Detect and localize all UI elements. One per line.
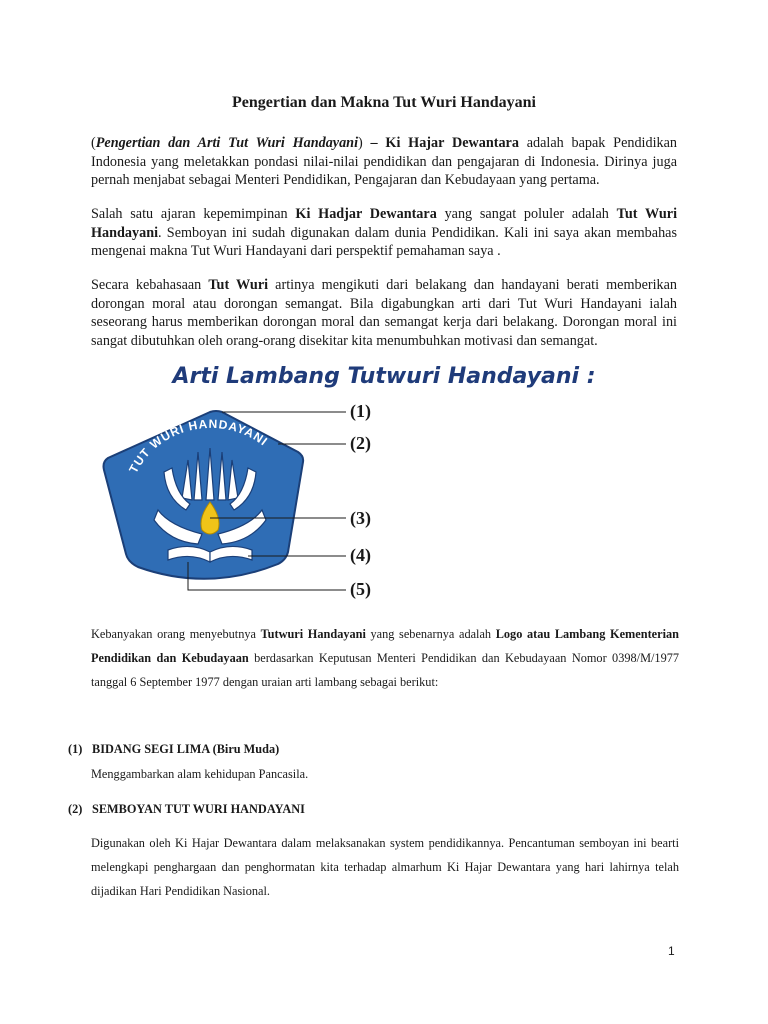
- list-description-1: Menggambarkan alam kehidupan Pancasila.: [91, 767, 309, 781]
- paragraph-logo-intro: Kebanyakan orang menyebutnya Tutwuri Handayani yang sebenarnya adalah Logo atau Lambang Kementerian Pendidikan dan Kebudayaan berdasarkan Keputusan Menteri Pendidikan dan Kebudayaan Nomor 0398/M/1977 tanggal 6 September 1977 dengan uraian arti lambang sebagai berikut:: [91, 627, 680, 689]
- page-title: Pengertian dan Makna Tut Wuri Handayani: [232, 94, 536, 111]
- callout-4: (4): [350, 545, 371, 565]
- callout-2: (2): [350, 433, 371, 453]
- paragraph-intro: (Pengertian dan Arti Tut Wuri Handayani) – Ki Hajar Dewantara adalah bapak Pendidikan Indonesia yang meletakkan pondasi nilai-nilai pendidikan dan pengajaran di Indonesia. Dirinya juga pernah menjabat sebagai Menteri Pendidikan, Pengajaran dan Kebudayaan yang pertama.: [91, 135, 678, 188]
- list-heading-1: (1) BIDANG SEGI LIMA (Biru Muda): [68, 742, 280, 756]
- tut-wuri-handayani-logo: [98, 402, 398, 602]
- callout-1: (1): [350, 401, 371, 421]
- list-heading-2: (2) SEMBOYAN TUT WURI HANDAYANI: [68, 802, 305, 816]
- callout-3: (3): [350, 508, 371, 528]
- section-heading: Arti Lambang Tutwuri Handayani :: [172, 364, 596, 389]
- paragraph-meaning: Secara kebahasaan Tut Wuri artinya mengikuti dari belakang dan handayani berati memberikan dorongan moral atau dorongan semangat. Bila digabungkan arti dari Tut Wuri Handayani ialah seseorang harus memberikan dorongan moral dan semangat kerja dari belakang. Dorongan moral ini sangat dibutuhkan oleh orang-orang disekitar kita menumbuhkan motivasi dan semangat.: [91, 277, 678, 349]
- paragraph-leadership: Salah satu ajaran kepemimpinan Ki Hadjar Dewantara yang sangat poluler adalah Tut Wuri Handayani. Semboyan ini sudah digunakan dalam dunia Pendidikan. Kali ini saya akan membahas mengenai makna Tut Wuri Handayani dari perspektif pemahaman saya .: [91, 206, 678, 259]
- callout-5: (5): [350, 579, 371, 599]
- bold-name: – Ki Hajar Dewantara: [362, 135, 519, 151]
- ribbon-text: TUT WURI HANDAYANI: [126, 416, 271, 476]
- page-number: 1: [668, 944, 675, 958]
- italic-title: Pengertian dan Arti Tut Wuri Handayani: [95, 135, 359, 151]
- list-description-2: Digunakan oleh Ki Hajar Dewantara dalam melaksanakan system pendidikannya. Pencantuman semboyan ini bearti melengkapi penghargaan dan penghormatan kita terhadap almarhum Ki Hajar Dewantara yang hari lahirnya telah dijadikan Hari Pendidikan Nasional.: [91, 836, 679, 898]
